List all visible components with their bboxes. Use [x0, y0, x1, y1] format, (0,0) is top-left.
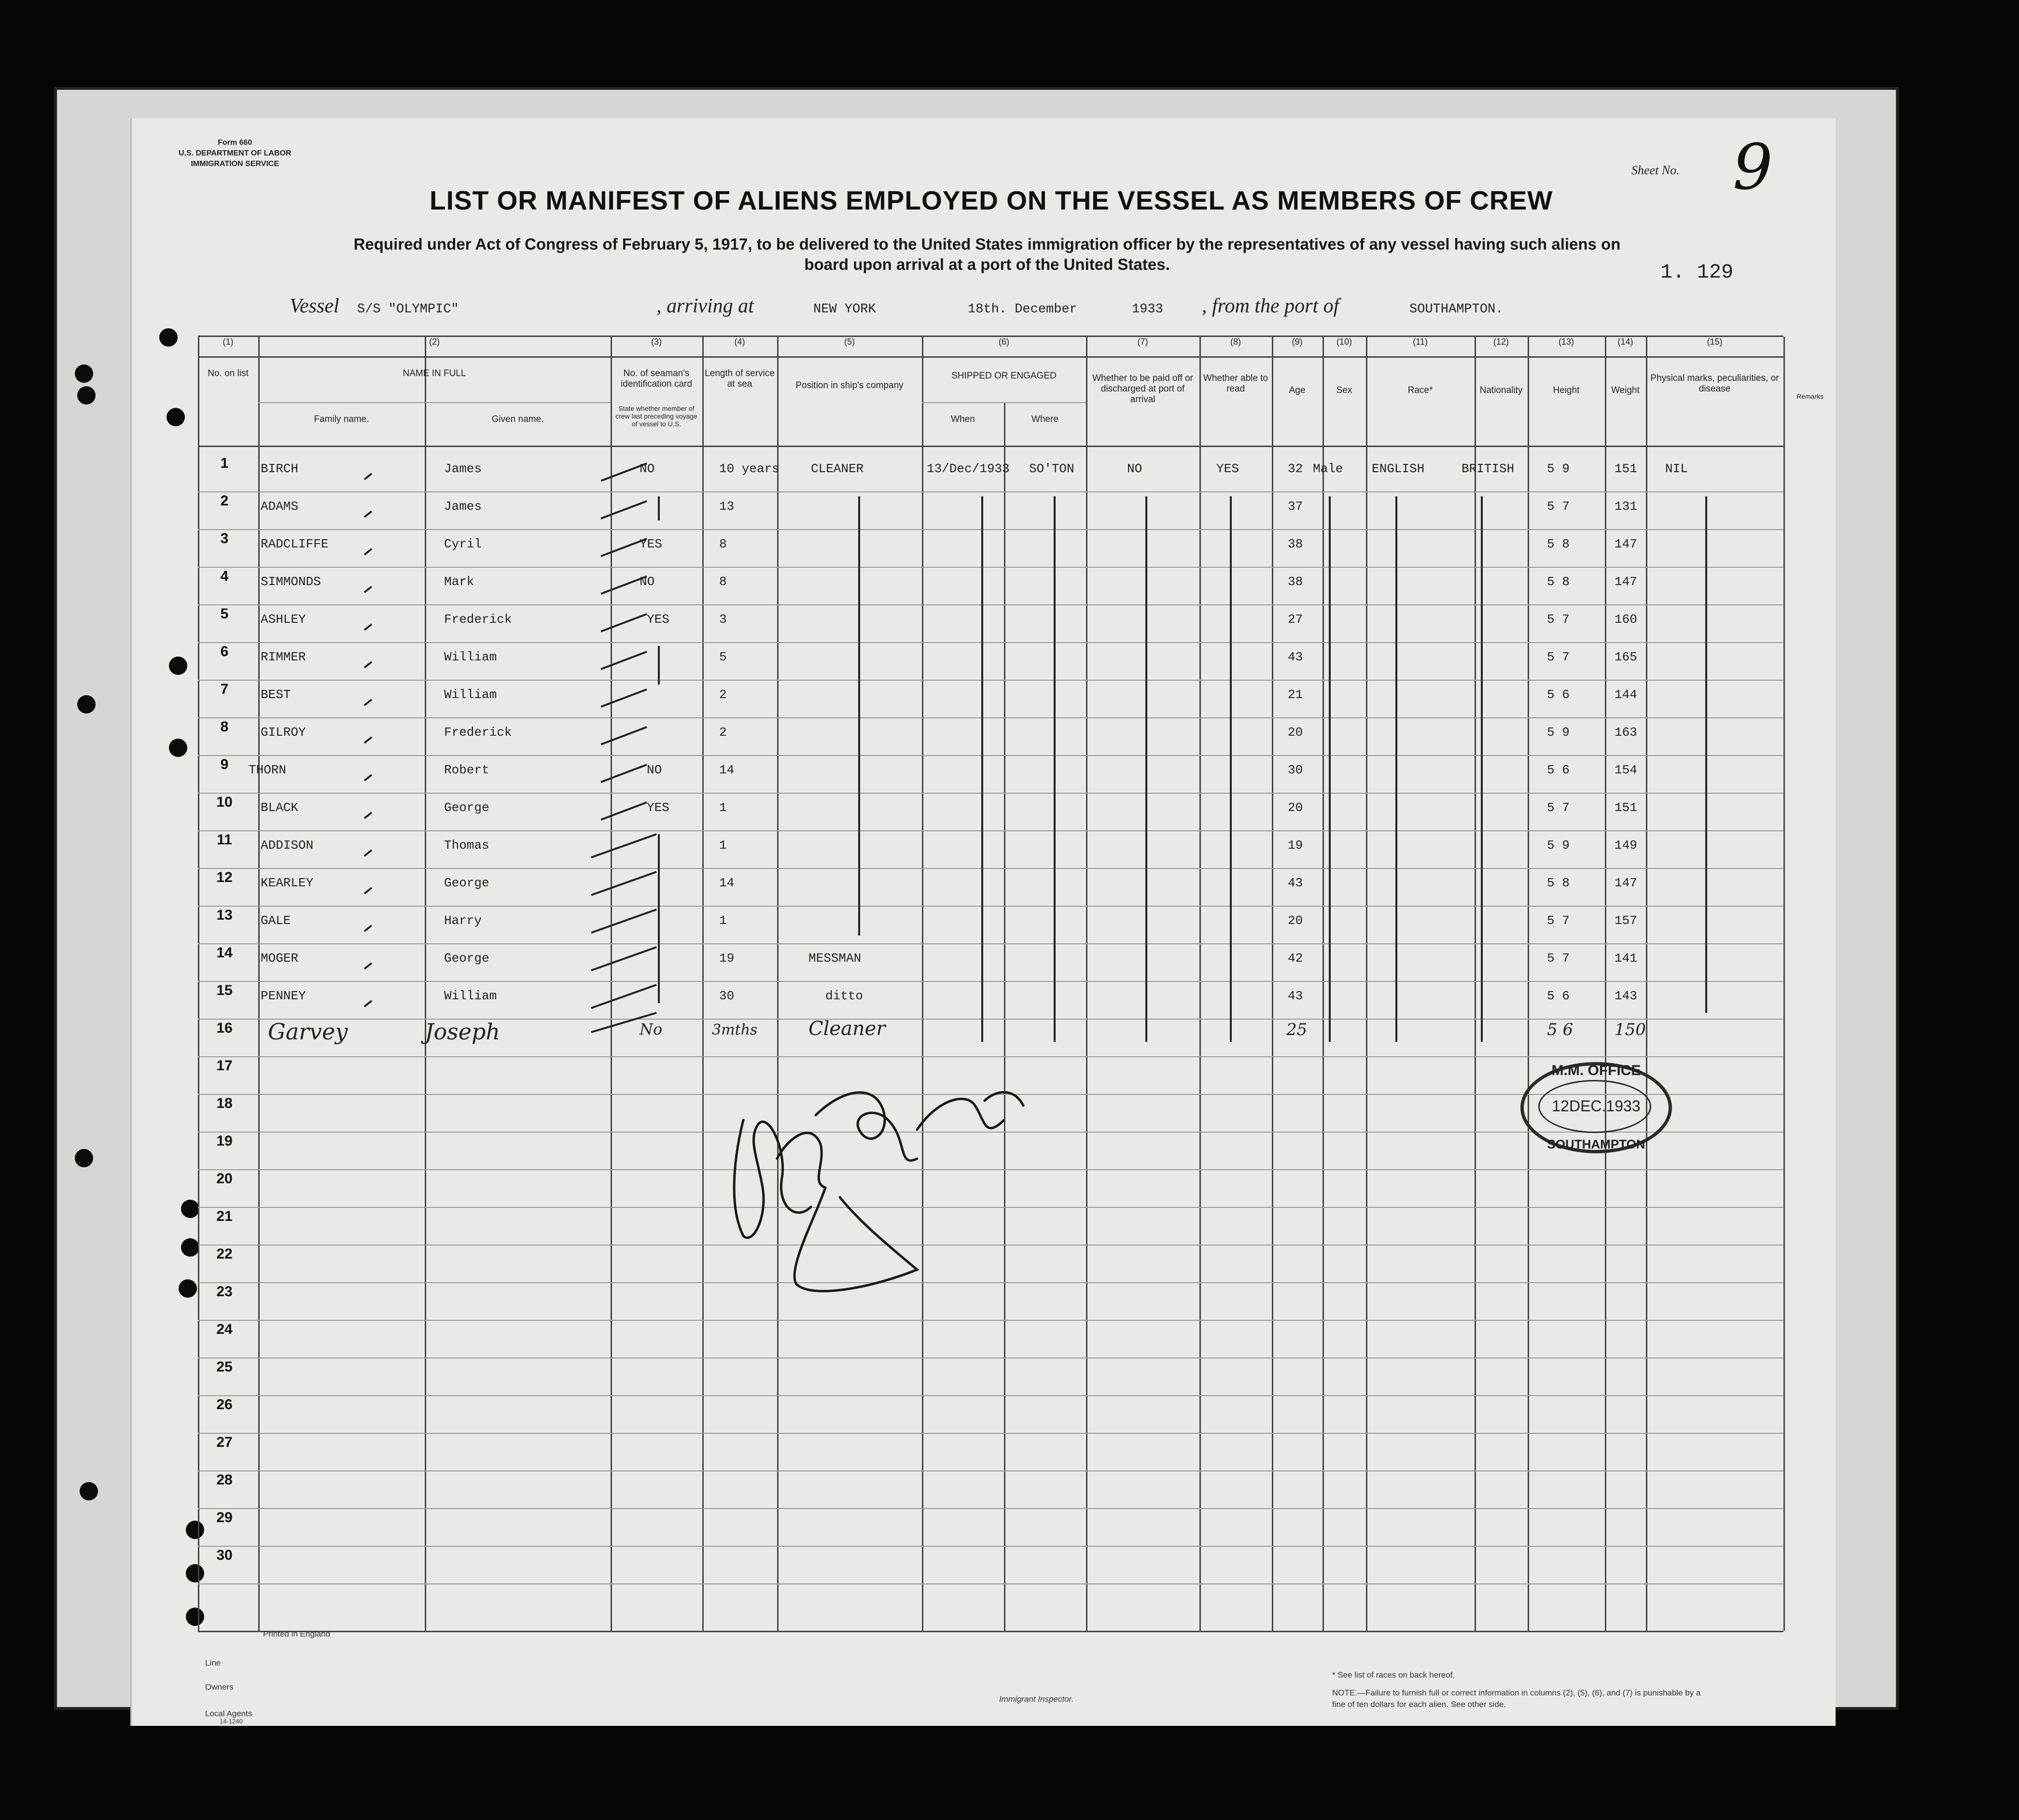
header-physical: Physical marks, peculiarities, or disease	[1650, 373, 1779, 394]
header-length-service: Length of service at sea	[705, 368, 775, 389]
header-paid-off: Whether to be paid off or discharged at port of arrival	[1092, 373, 1193, 405]
arrival-year: 1933	[1132, 302, 1163, 317]
punch-hole	[181, 1238, 199, 1257]
row-number: 20	[216, 1171, 233, 1187]
row-number: 27	[216, 1434, 233, 1450]
punch-hole	[75, 364, 93, 383]
punch-hole	[80, 1482, 98, 1500]
row-number: 29	[216, 1510, 233, 1526]
agents-code: 14-1240	[220, 1718, 243, 1725]
row-number: 18	[216, 1095, 233, 1111]
punch-hole	[75, 1149, 93, 1167]
header-position: Position in ship's company	[795, 380, 904, 391]
header-name-in-full: NAME IN FULL	[403, 368, 466, 378]
department: U.S. DEPARTMENT OF LABOR	[179, 149, 292, 157]
form-header	[179, 138, 291, 169]
arrival-day: 18th. December	[968, 302, 1077, 317]
from-label: , from the port of	[1202, 295, 1339, 317]
vessel-name: S/S "OLYMPIC"	[357, 302, 459, 317]
form-number: Form 660	[218, 139, 252, 147]
row-number: 21	[216, 1208, 233, 1224]
header-when: When	[951, 414, 975, 424]
header-family-name: Family name.	[314, 414, 369, 424]
header-weight: Weight	[1611, 385, 1640, 395]
header-shipped: SHIPPED OR ENGAGED	[951, 371, 1057, 381]
punch-hole	[159, 328, 178, 347]
page-subtitle: Required under Act of Congress of February 5, 1917, to be delivered to the United States immigration officer by the representatives of any vessel having such aliens on board upon arrival at a port of the United States.	[353, 235, 1621, 273]
page-title: LIST OR MANIFEST OF ALIENS EMPLOYED ON THE VESSEL AS MEMBERS OF CREW	[430, 185, 1553, 215]
manifest-table: (1) (2) (3) (4) (5) (6) (7) (8) (9) (10) (11) (12) (13) (14) (15) No. on list NAME IN FULL Family name. Given name. No. of seaman's identification card State whether member of crew last preceding voyage of vessel to U.S. Length of service at sea Position in ship's company SHIPPED OR ENGAGED When Where Whether to be paid off or discharged at port of arrival Whether able to read Age Sex Race* Nationality Height Weight Physical marks, peculiarities, or disease Remarks 1 BIRCH James NO 10 years CLEANER 13/Dec/1933 SO'TON NO YES 32 Male ENGLISH BRITISH 5 9 151 NIL 2 ADAMS James 13 37 5 7 131 3 RADCLIFFE Cyril YES 8 38 5 8 147 4 SIMMONDS Mark NO 8 38 5 8 147 5 ASHLEY Frederick YES 3 27 5 7 160 6 RIMMER William 5 43 5 7 165 7 BEST William 2 21 5 6 144 8 GILROY Frederick 2 20 5 9 163 9 THORN Robert NO 14 30 5 6 154 10 BLACK George YES 1 20 5 7 151 11 ADDISON Thomas 1 19 5 9 149 12 KEARLEY George 14 43 5 8 147 13 GALE Harry 1 20 5 7 157 14 MOGER George 19 MESSMAN 42 5 7 141 15 PENNEY William 30 ditto 43 5 6 143 16 Garvey Joseph No 3mths Cleaner 25 5 6 150 17 18 19 20 21 22 23 24 25 26 27 28 29 30	[198, 336, 1783, 1631]
vessel-label: Vessel	[290, 295, 339, 317]
header-race: Race*	[1407, 385, 1433, 395]
office-stamp: M.M. OFFICE 12DEC.1933 SOUTHAMPTON	[1520, 1062, 1672, 1153]
row-number: 28	[216, 1472, 233, 1488]
ditto-marks	[198, 337, 1783, 1631]
row-number: 30	[216, 1547, 233, 1563]
punch-hole	[77, 695, 96, 714]
owners-label: Owners	[205, 1682, 234, 1692]
row-number: 22	[216, 1246, 233, 1262]
punch-hole	[169, 739, 187, 757]
punch-hole	[169, 657, 187, 675]
header-no-on-list: No. on list	[208, 368, 249, 378]
service: IMMIGRATION SERVICE	[191, 160, 279, 168]
header-able-read: Whether able to read	[1203, 373, 1268, 394]
header-sex: Sex	[1336, 385, 1352, 395]
row-number: 24	[216, 1321, 233, 1337]
header-age: Age	[1289, 385, 1306, 395]
reference-number: 1. 129	[1660, 261, 1734, 284]
fine-note: NOTE.—Failure to furnish full or correct information in columns (2), (5), (6), and (7) is punishable by a fine of ten dollars for each alien. See other side.	[1332, 1688, 1701, 1709]
header-id-card-note: State whether member of crew last preceding voyage of vessel to U.S.	[615, 405, 697, 428]
punch-hole	[179, 1279, 197, 1298]
departure-port: SOUTHAMPTON.	[1409, 302, 1504, 317]
header-id-card: No. of seaman's identification card	[621, 368, 692, 389]
row-number: 19	[216, 1133, 233, 1149]
row-number: 23	[216, 1284, 233, 1300]
agents-label: Local Agents	[205, 1709, 252, 1718]
races-note: * See list of races on back hereof.	[1332, 1670, 1455, 1680]
header-where: Where	[1031, 414, 1058, 424]
printed-in: Printed in England	[263, 1629, 330, 1638]
punch-hole	[167, 408, 185, 426]
header-remarks: Remarks	[1796, 392, 1824, 400]
header-given-name: Given name.	[491, 414, 544, 424]
inspector-signature	[714, 1062, 1043, 1303]
vessel-line	[290, 294, 1641, 323]
arriving-label: , arriving at	[656, 295, 754, 317]
header-height: Height	[1553, 385, 1580, 395]
row-number: 25	[216, 1359, 233, 1375]
header-nationality: Nationality	[1479, 385, 1523, 395]
row-number: 17	[216, 1058, 233, 1074]
punch-hole	[181, 1200, 199, 1218]
arrival-port: NEW YORK	[813, 302, 876, 317]
line-label: Line	[205, 1658, 221, 1667]
row-number: 26	[216, 1397, 233, 1413]
sheet-number-label: Sheet No.	[1631, 163, 1680, 177]
punch-hole	[77, 386, 96, 405]
immigrant-inspector-label: Immigrant Inspector.	[999, 1694, 1074, 1704]
sheet-number: 9	[1733, 130, 1773, 204]
